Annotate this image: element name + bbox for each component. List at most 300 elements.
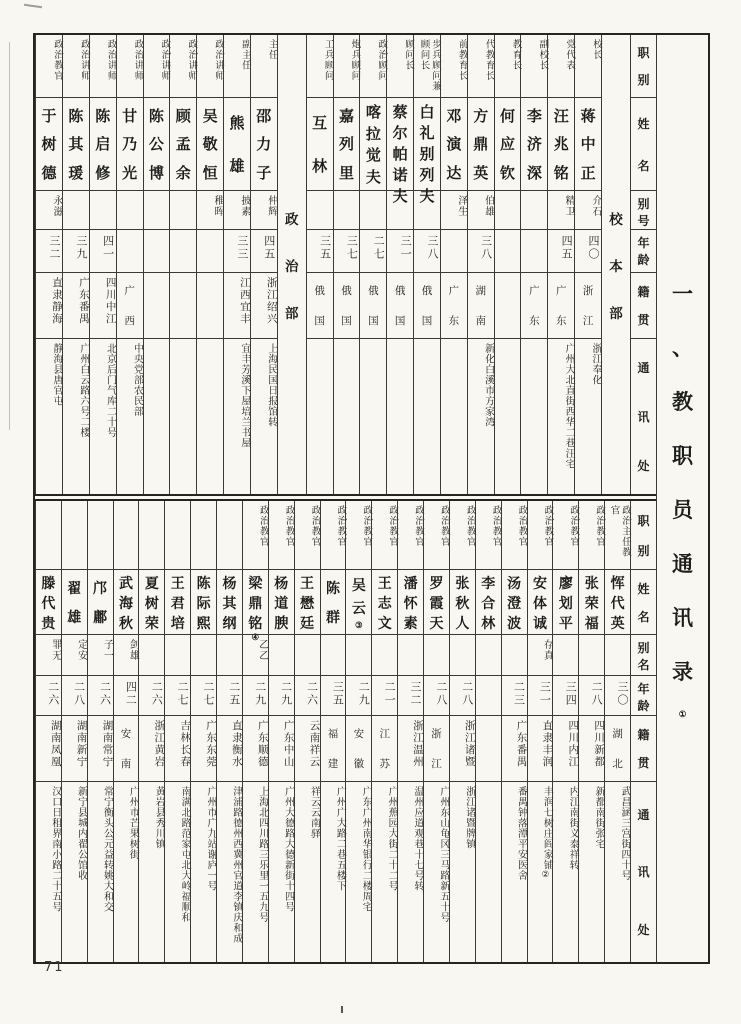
character: 孟 bbox=[175, 137, 191, 154]
character: 荣 bbox=[584, 597, 599, 612]
character: 东 bbox=[529, 315, 540, 327]
person-column bbox=[578, 501, 604, 962]
character: 素 bbox=[403, 617, 418, 632]
origin-cell bbox=[521, 273, 547, 339]
age-cell: 二九 bbox=[346, 676, 371, 716]
address-cell: 温州应道观巷十七号转 bbox=[412, 786, 423, 891]
person-column bbox=[494, 35, 521, 494]
field-header-cell bbox=[631, 635, 656, 676]
character: 秋 bbox=[118, 617, 133, 632]
character: 人 bbox=[455, 617, 470, 632]
age-cell: 三一 bbox=[528, 676, 553, 716]
character: 白 bbox=[419, 105, 435, 121]
character: 何 bbox=[500, 108, 516, 125]
character: 英 bbox=[473, 166, 489, 183]
character: 兆 bbox=[553, 137, 569, 154]
character: 安 bbox=[353, 729, 365, 741]
name-cell bbox=[90, 98, 116, 191]
role-cell: 政治讲师 bbox=[170, 35, 196, 98]
age-cell: 二六 bbox=[139, 676, 164, 716]
role-cell: 政治教官 bbox=[424, 501, 449, 570]
alias-cell: 罪无 bbox=[36, 635, 61, 676]
alias-cell bbox=[372, 635, 397, 676]
name-cell bbox=[502, 570, 527, 635]
name-cell bbox=[495, 98, 521, 191]
role-cell: 前教育长 bbox=[441, 35, 467, 98]
age-cell: 三五 bbox=[307, 230, 333, 273]
origin-cell bbox=[307, 273, 333, 339]
age-cell: 三九 bbox=[63, 230, 89, 273]
character: 号 bbox=[637, 214, 650, 228]
character: 怀 bbox=[403, 597, 418, 612]
character: 李 bbox=[526, 108, 542, 125]
character: 安 bbox=[532, 577, 547, 592]
character: 武 bbox=[118, 577, 133, 592]
character: 邓 bbox=[446, 108, 462, 125]
origin-cell: 湖南凤凰 bbox=[36, 716, 61, 782]
character: 纲 bbox=[222, 617, 237, 632]
character: 讯 bbox=[637, 865, 650, 880]
section-divider-label bbox=[285, 35, 299, 494]
character: 光 bbox=[122, 166, 138, 183]
alias-cell bbox=[502, 635, 527, 676]
address-cell: 广州市芒果树街 bbox=[127, 786, 139, 860]
character: 代 bbox=[610, 597, 625, 612]
character: 教 bbox=[672, 390, 693, 414]
name-cell bbox=[372, 570, 397, 635]
origin-cell: 四川内江 bbox=[553, 716, 578, 782]
character: 江 bbox=[582, 315, 594, 327]
origin-cell bbox=[321, 716, 346, 782]
address-cell: 内江南街义泰祥转 bbox=[567, 786, 579, 870]
character: 吴 bbox=[351, 578, 366, 594]
character: 江 bbox=[379, 729, 390, 741]
character: 福 bbox=[327, 729, 339, 741]
person-column bbox=[169, 35, 196, 494]
age-cell bbox=[476, 676, 501, 716]
character: 张 bbox=[584, 577, 599, 592]
address-cell: 番禺钟落潭平安医舍 bbox=[515, 786, 527, 881]
alias-cell: 伯雄 bbox=[468, 191, 494, 230]
person-column bbox=[143, 35, 170, 494]
character: 汤 bbox=[507, 577, 522, 592]
field-header-cell bbox=[631, 716, 656, 782]
role-cell bbox=[165, 501, 190, 570]
character: 职 bbox=[672, 444, 693, 468]
character: 部 bbox=[609, 305, 623, 321]
role-cell: 政治教官 bbox=[528, 501, 553, 570]
character: 君 bbox=[170, 597, 185, 612]
character: 陈 bbox=[325, 581, 340, 597]
character: 嘉 bbox=[338, 108, 354, 125]
name-cell bbox=[88, 570, 113, 635]
origin-cell bbox=[114, 716, 139, 782]
name-cell bbox=[243, 570, 268, 642]
address-cell: 新宁县城内翟公馆收 bbox=[75, 786, 87, 881]
alias-cell bbox=[295, 635, 320, 676]
character: 讯 bbox=[637, 410, 650, 424]
name-cell bbox=[346, 570, 371, 635]
age-cell: 二六 bbox=[295, 676, 320, 716]
alias-cell bbox=[387, 191, 413, 230]
character: 雄 bbox=[229, 159, 245, 175]
character: 贯 bbox=[637, 756, 650, 771]
role-cell: 政治教官 bbox=[398, 501, 423, 570]
character: 鼎 bbox=[473, 137, 489, 154]
character: 夫 bbox=[392, 189, 408, 205]
alias-cell bbox=[217, 635, 242, 676]
table-area bbox=[35, 35, 656, 962]
character: 年 bbox=[637, 682, 650, 696]
alias-cell: 存真 bbox=[528, 635, 553, 676]
character: 治 bbox=[284, 258, 299, 274]
character: 福 bbox=[584, 617, 599, 632]
name-cell bbox=[398, 570, 423, 635]
address-cell bbox=[334, 339, 360, 494]
origin-cell bbox=[360, 273, 386, 339]
character: 俄 bbox=[341, 286, 352, 298]
character: 处 bbox=[637, 459, 650, 473]
name-cell bbox=[117, 98, 143, 191]
person-column bbox=[62, 35, 89, 494]
age-cell: 二三 bbox=[502, 676, 527, 716]
name-cell bbox=[63, 98, 89, 191]
character: 林 bbox=[312, 159, 328, 175]
character: 籍 bbox=[637, 284, 650, 299]
origin-cell bbox=[197, 273, 223, 339]
name-cell bbox=[521, 98, 547, 191]
character: 荣 bbox=[144, 617, 159, 632]
character: 讯 bbox=[672, 606, 693, 630]
name-cell bbox=[360, 98, 386, 191]
character: 张 bbox=[455, 577, 470, 592]
origin-cell: 广东东莞 bbox=[191, 716, 216, 782]
person-column bbox=[413, 35, 440, 494]
address-cell: 北京后门气库二十号 bbox=[104, 343, 116, 438]
person-column bbox=[250, 35, 277, 494]
age-cell: 四五 bbox=[548, 230, 574, 273]
character: 树 bbox=[41, 137, 57, 154]
age-cell: 四二 bbox=[114, 676, 139, 716]
address-cell: 浙江诸暨牌镇 bbox=[463, 786, 475, 849]
character: 邝 bbox=[93, 581, 108, 597]
field-header-cell bbox=[631, 35, 656, 98]
person-column bbox=[449, 501, 475, 962]
character: 力 bbox=[256, 137, 272, 154]
role-cell: 政治教官 bbox=[476, 501, 501, 570]
person-column bbox=[359, 35, 386, 494]
character: 夫 bbox=[419, 189, 435, 205]
address-cell: 广州广大路二巷五楼下 bbox=[334, 786, 346, 891]
character: 礼 bbox=[419, 126, 435, 142]
address-cell bbox=[170, 339, 196, 494]
name-cell bbox=[251, 98, 277, 191]
name-cell bbox=[553, 570, 578, 635]
address-cell bbox=[307, 339, 333, 494]
age-cell: 三四 bbox=[553, 676, 578, 716]
character: 合 bbox=[481, 597, 496, 612]
character: 、 bbox=[672, 336, 693, 360]
section-divider bbox=[601, 35, 630, 494]
origin-cell: 广东番禺 bbox=[502, 716, 527, 782]
character: 其 bbox=[68, 137, 84, 154]
character: 通 bbox=[672, 552, 693, 576]
role-cell bbox=[139, 501, 164, 570]
role-cell: 炮兵顾问 bbox=[334, 35, 360, 98]
alias-cell bbox=[553, 635, 578, 676]
alias-cell bbox=[605, 635, 630, 676]
character: 廖 bbox=[558, 577, 573, 592]
footnote-mark: ① bbox=[678, 709, 687, 719]
character: 天 bbox=[429, 617, 444, 632]
age-cell bbox=[117, 230, 143, 273]
origin-cell: 直隶静海 bbox=[36, 273, 62, 339]
character: 浙 bbox=[582, 286, 594, 298]
address-cell: 武昌涵三宫街四十号 bbox=[619, 786, 630, 881]
person-column bbox=[35, 501, 61, 962]
character: 别 bbox=[419, 147, 435, 163]
character: 王 bbox=[170, 577, 185, 592]
role-cell: 政治讲师 bbox=[117, 35, 143, 98]
person-column bbox=[475, 501, 501, 962]
person-column bbox=[371, 501, 397, 962]
age-cell: 二九 bbox=[269, 676, 294, 716]
character: 姓 bbox=[637, 581, 650, 596]
alias-cell bbox=[398, 635, 423, 676]
character: 一 bbox=[672, 282, 693, 306]
age-cell: 四五 bbox=[251, 230, 277, 273]
address-cell: 广州东山龟冈三马路新五十号 bbox=[437, 786, 449, 923]
age-cell bbox=[197, 230, 223, 273]
character: 夏 bbox=[144, 577, 159, 592]
person-column bbox=[190, 501, 216, 962]
character: 互 bbox=[312, 116, 328, 132]
address-cell: 中央党部农民部 bbox=[131, 343, 143, 417]
character: 培 bbox=[170, 617, 185, 632]
character: 别 bbox=[637, 197, 650, 211]
alias-cell bbox=[495, 191, 521, 230]
character: 国 bbox=[368, 315, 379, 327]
person-column bbox=[520, 35, 547, 494]
character: 正 bbox=[580, 166, 596, 183]
person-column bbox=[138, 501, 164, 962]
character: 帕 bbox=[392, 147, 408, 163]
character: 职 bbox=[637, 46, 650, 60]
character: 鄘 bbox=[93, 610, 108, 626]
field-header-cell bbox=[631, 676, 656, 716]
field-header-cell bbox=[631, 501, 656, 570]
age-cell: 二九 bbox=[243, 676, 268, 716]
character: 滕 bbox=[41, 577, 56, 592]
person-column bbox=[87, 501, 113, 962]
character: 夫 bbox=[365, 169, 381, 186]
staff-table-top-section bbox=[35, 35, 656, 496]
person-column bbox=[604, 501, 630, 962]
address-cell: 津浦路德州西冀州官道李镇庆和成 bbox=[230, 786, 242, 944]
person-column bbox=[501, 501, 527, 962]
character: 东 bbox=[555, 315, 567, 327]
scan-speck bbox=[24, 4, 42, 8]
name-cell bbox=[424, 570, 449, 635]
character: 湖 bbox=[612, 729, 623, 741]
age-cell bbox=[144, 230, 170, 273]
character: 海 bbox=[118, 597, 133, 612]
name-cell bbox=[217, 570, 242, 635]
character: 诺 bbox=[392, 168, 408, 184]
character: 陈 bbox=[95, 108, 111, 125]
person-column bbox=[113, 501, 139, 962]
age-cell: 四〇 bbox=[575, 230, 601, 273]
origin-cell bbox=[495, 273, 521, 339]
origin-cell: 吉林长春 bbox=[165, 716, 190, 782]
alias-cell: 披素 bbox=[224, 191, 250, 230]
role-cell: 党代表 bbox=[548, 35, 574, 98]
origin-cell bbox=[414, 273, 440, 339]
name-cell bbox=[334, 98, 360, 191]
section-divider bbox=[277, 35, 306, 494]
name-cell bbox=[450, 570, 475, 635]
character: 觉 bbox=[365, 148, 381, 165]
address-cell: 黄岩县秀川镇 bbox=[153, 786, 165, 849]
character: 云 bbox=[351, 601, 366, 617]
character: 博 bbox=[148, 166, 164, 183]
name-cell bbox=[191, 570, 216, 635]
age-cell bbox=[495, 230, 521, 273]
address-cell: 汉口日租界南小路二十五号 bbox=[49, 786, 61, 912]
name-cell bbox=[441, 98, 467, 191]
character: 别 bbox=[637, 641, 650, 655]
character: 员 bbox=[672, 498, 693, 522]
character: 诚 bbox=[532, 617, 547, 632]
origin-cell bbox=[346, 716, 371, 782]
character: 列 bbox=[419, 168, 435, 184]
role-cell: 政治教官 bbox=[269, 501, 294, 570]
age-cell: 二六 bbox=[88, 676, 113, 716]
character: 中 bbox=[580, 137, 596, 154]
name-cell bbox=[605, 570, 630, 635]
address-cell: 祥云云南驿 bbox=[308, 786, 320, 839]
name-cell bbox=[579, 570, 604, 635]
age-cell: 三五 bbox=[321, 676, 346, 716]
origin-cell bbox=[575, 273, 601, 339]
character: 建 bbox=[327, 758, 339, 770]
field-header-column bbox=[630, 35, 656, 494]
character: 秋 bbox=[455, 597, 470, 612]
character: 顾 bbox=[175, 108, 191, 125]
character: 启 bbox=[95, 137, 111, 154]
address-cell: 宜丰芳溪下屋培兰书屋 bbox=[238, 343, 250, 448]
name-cell bbox=[414, 98, 440, 205]
character: 杨 bbox=[274, 577, 289, 592]
alias-cell bbox=[346, 635, 371, 676]
name-cell bbox=[476, 570, 501, 635]
origin-cell: 湖南常宁 bbox=[88, 716, 113, 782]
character: 俄 bbox=[314, 286, 325, 298]
alias-cell: 定安 bbox=[62, 635, 87, 676]
character: 部 bbox=[284, 305, 299, 321]
character: 职 bbox=[637, 513, 650, 528]
address-cell bbox=[197, 339, 223, 494]
origin-cell: 广东顺德 bbox=[243, 716, 268, 782]
address-cell: 广州市广九站谢庐一号 bbox=[205, 786, 216, 891]
address-cell: 浙江奉化 bbox=[590, 343, 601, 385]
character: 廷 bbox=[300, 617, 315, 632]
name-cell bbox=[321, 570, 346, 635]
age-cell: 二七 bbox=[165, 676, 190, 716]
role-cell bbox=[191, 501, 216, 570]
age-cell: 三一 bbox=[387, 230, 413, 273]
address-cell bbox=[441, 339, 467, 494]
age-cell: 二八 bbox=[62, 676, 87, 716]
character: 本 bbox=[609, 258, 623, 274]
character: 瑗 bbox=[68, 166, 84, 183]
character: 熙 bbox=[196, 617, 211, 632]
age-cell: 二八 bbox=[579, 676, 604, 716]
alias-cell bbox=[63, 191, 89, 230]
character: 于 bbox=[41, 108, 57, 125]
alias-cell bbox=[269, 635, 294, 676]
origin-cell: 浙江诸暨 bbox=[450, 716, 475, 782]
character: 浙 bbox=[431, 729, 442, 741]
person-column bbox=[116, 35, 143, 494]
name-cell bbox=[197, 98, 223, 191]
role-cell: 政治教官 bbox=[450, 501, 475, 570]
name-cell bbox=[144, 98, 170, 191]
alias-cell: 乙乙 bbox=[243, 635, 268, 676]
origin-cell bbox=[441, 273, 467, 339]
character: 俄 bbox=[368, 286, 379, 298]
origin-cell bbox=[605, 716, 630, 782]
name-cell bbox=[468, 98, 494, 191]
address-cell: 南满北路范家屯北大岭福顺和 bbox=[179, 786, 191, 923]
name-cell bbox=[528, 570, 553, 635]
origin-cell: 湖南新宁 bbox=[62, 716, 87, 782]
alias-cell bbox=[321, 635, 346, 676]
character: 南 bbox=[120, 758, 132, 770]
origin-cell: 广东中山 bbox=[269, 716, 294, 782]
age-cell bbox=[441, 230, 467, 273]
address-cell bbox=[414, 339, 440, 494]
character: 英 bbox=[610, 617, 625, 632]
role-cell: 政治主任教官 bbox=[605, 501, 630, 570]
character: 杨 bbox=[222, 577, 237, 592]
name-cell bbox=[165, 570, 190, 635]
character: 江 bbox=[431, 758, 442, 770]
age-cell: 三二 bbox=[398, 676, 423, 716]
role-cell: 代教育长 bbox=[468, 35, 494, 98]
address-cell: 广州大德路大德新街十四号 bbox=[282, 786, 294, 912]
character: 文 bbox=[377, 617, 392, 632]
name-cell bbox=[170, 98, 196, 191]
character: 腴 bbox=[274, 617, 289, 632]
character: 陈 bbox=[148, 108, 164, 125]
character: 邵 bbox=[256, 108, 272, 125]
field-header-cell bbox=[631, 191, 656, 230]
person-column bbox=[320, 501, 346, 962]
role-cell: 政治教官 bbox=[321, 501, 346, 570]
age-cell bbox=[170, 230, 196, 273]
name-cell bbox=[548, 98, 574, 191]
alias-cell: 稚晖 bbox=[197, 191, 223, 230]
address-cell bbox=[521, 339, 547, 494]
footnote-mark: ③ bbox=[355, 619, 363, 630]
age-cell: 三二 bbox=[36, 230, 62, 273]
alias-cell bbox=[144, 191, 170, 230]
footnote-mark: ④ bbox=[251, 632, 260, 642]
address-cell: 广州蕉园大街二十二号 bbox=[386, 786, 398, 891]
name-cell bbox=[307, 98, 333, 191]
character: 平 bbox=[558, 617, 573, 632]
